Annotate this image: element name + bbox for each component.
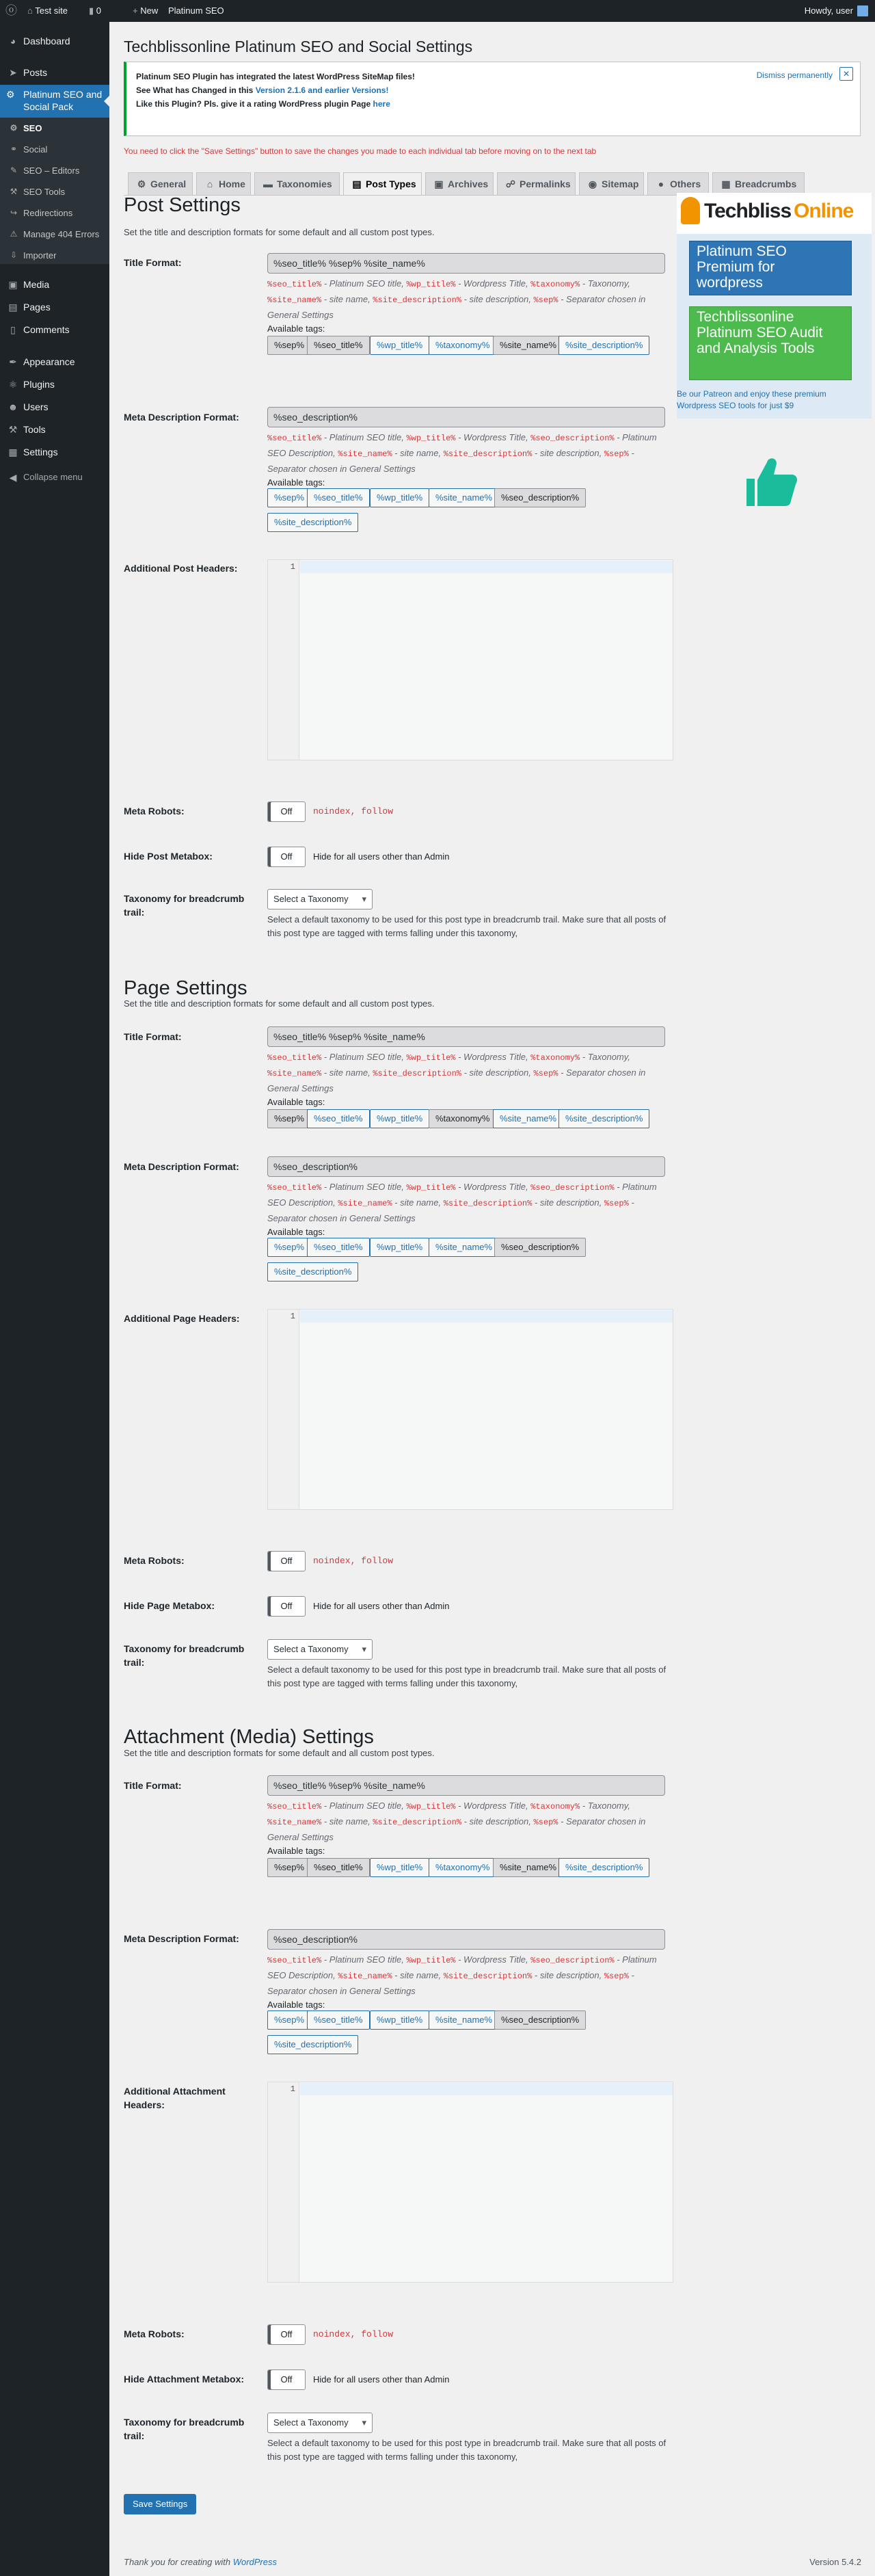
tag-description: - Separator chosen in General Settings (267, 1970, 634, 1996)
submenu-seo-editors[interactable]: ✎ SEO – Editors (0, 165, 109, 176)
attachment-headers-label: Additional Attachment Headers: (124, 2086, 226, 2110)
post-robots-value: noindex, follow (313, 806, 394, 816)
tag-code: %taxonomy% (530, 1802, 580, 1811)
attachment-title-label: Title Format: (124, 1780, 182, 1791)
page-metabox-note: Hide for all users other than Admin (313, 1601, 450, 1611)
save-warning: You need to click the "Save Settings" button to save the changes you made to each individual tab before moving on to the next tab (124, 146, 597, 156)
insert-tag-button[interactable]: %taxonomy% (429, 336, 496, 355)
post-meta-available-label: Available tags: (267, 477, 325, 488)
page-taxonomy-label: Taxonomy for breadcrumb trail: (124, 1643, 245, 1668)
tag-code: %site_description% (443, 1199, 533, 1208)
active-line (300, 2083, 673, 2095)
tag-code: %wp_title% (406, 434, 456, 443)
line-gutter (268, 560, 299, 760)
menu-pages[interactable]: ▤ Pages (0, 301, 109, 313)
plus-icon: + (133, 5, 138, 16)
tag-code: %site_name% (267, 295, 322, 305)
sitemap-notice (124, 62, 861, 136)
home-icon: ⌂ (27, 5, 33, 16)
tag-code: %sep% (533, 295, 558, 305)
collapse-menu[interactable]: ◀ Collapse menu (0, 471, 109, 483)
tag-code: %seo_title% (267, 280, 322, 289)
tag-description: - Separator chosen in General Settings (267, 1197, 634, 1223)
edit-icon: ✎ (10, 165, 18, 175)
platinum-seo-link[interactable]: Platinum SEO (168, 5, 224, 16)
insert-tag-button[interactable]: %seo_description% (494, 1238, 586, 1257)
attachment-taxonomy-label: Taxonomy for breadcrumb trail: (124, 2417, 245, 2441)
insert-tag-button[interactable]: %taxonomy% (429, 1109, 496, 1128)
insert-tag-button[interactable]: %site_name% (493, 1109, 563, 1128)
post-taxonomy-label: Taxonomy for breadcrumb trail: (124, 893, 245, 918)
post-metabox-label: Hide Post Metabox: (124, 851, 213, 862)
tag-description: - Platinum SEO Description, (267, 1954, 657, 1980)
insert-tag-button[interactable]: %site_name% (429, 1238, 499, 1257)
attachment-meta-available-label: Available tags: (267, 2000, 325, 2010)
notice-line-2: See What has Changed in this Version 2.1.6 and earlier Versions! (136, 85, 389, 95)
tag-description: - Separator chosen in General Settings (267, 294, 646, 320)
attachment-metabox-toggle[interactable]: Off (267, 2369, 306, 2390)
page-icon: ▤ (8, 302, 18, 313)
post-headers-label: Additional Post Headers: (124, 563, 238, 574)
page-metabox-label: Hide Page Metabox: (124, 1600, 215, 1611)
tag-description: - Taxonomy, (580, 278, 630, 289)
page-taxonomy-select[interactable]: Select a Taxonomy ▾ (267, 1639, 373, 1660)
wordpress-logo-icon[interactable]: ⓞ (5, 4, 17, 17)
tab-post-types[interactable]: ▤ Post Types (343, 172, 422, 196)
tag-description: - Platinum SEO title, (321, 1801, 407, 1811)
post-title-label: Title Format: (124, 257, 182, 268)
document-icon: ▤ (352, 178, 362, 189)
tag-code: %site_description% (373, 1069, 461, 1078)
comment-icon: ▯ (10, 324, 16, 335)
tag-description: - Separator chosen in General Settings (267, 1067, 646, 1093)
submenu-importer[interactable]: ⇩ Importer (0, 250, 109, 261)
tag-code: %wp_title% (406, 1183, 456, 1193)
wrench-icon: ⚒ (10, 187, 18, 196)
line-number: 1 (290, 1312, 295, 1321)
submenu-seo-tools[interactable]: ⚒ SEO Tools (0, 187, 109, 197)
tab-breadcrumbs[interactable]: ▦ Breadcrumbs (712, 172, 805, 196)
user-avatar[interactable] (857, 5, 868, 16)
submenu-social[interactable]: ⚭ Social (0, 144, 109, 155)
post-title-available-label: Available tags: (267, 323, 325, 334)
insert-tag-button[interactable]: %site_name% (493, 336, 563, 355)
menu-comments[interactable]: ▯ Comments (0, 323, 109, 336)
page-headers-label: Additional Page Headers: (124, 1313, 240, 1324)
tag-code: %seo_title% (267, 1956, 322, 1965)
post-meta-label: Meta Description Format: (124, 412, 239, 423)
tag-description: - site description, (461, 1816, 534, 1827)
tag-description: - Wordpress Title, (455, 278, 531, 289)
page-metabox-toggle[interactable]: Off (267, 1596, 306, 1617)
user-icon: ☻ (8, 401, 18, 412)
close-icon[interactable]: ✕ (839, 67, 853, 81)
tag-description: - site name, (321, 294, 373, 304)
link-icon: ☍ (505, 178, 516, 189)
insert-tag-button[interactable]: %sep% (267, 1858, 311, 1877)
logo-figure-icon (681, 197, 700, 224)
tag-code: %site_name% (338, 1971, 392, 1981)
comment-bubble-icon: ▮ (89, 5, 94, 16)
submenu (0, 118, 109, 264)
tag-description: - Platinum SEO title, (321, 432, 407, 442)
menu-tools[interactable]: ⚒ Tools (0, 423, 109, 436)
tab-permalinks[interactable]: ☍ Permalinks (497, 172, 576, 196)
rating-link[interactable]: here (373, 99, 390, 109)
menu-platinum-seo[interactable]: ⚙ Platinum SEO and Social Pack (0, 85, 109, 118)
active-arrow-icon (104, 96, 109, 107)
dashboard-icon: ◕ (10, 36, 16, 47)
thumbs-up-icon (737, 453, 798, 507)
insert-tag-button[interactable]: %seo_title% (307, 2010, 370, 2030)
tag-description: - Taxonomy, (580, 1052, 630, 1062)
post-title-help (267, 276, 665, 322)
page-robots-label: Meta Robots: (124, 1555, 185, 1566)
insert-tag-button[interactable]: %taxonomy% (429, 1858, 496, 1877)
tab-sitemap[interactable]: ◉ Sitemap (579, 172, 644, 196)
insert-tag-button[interactable]: %sep% (267, 336, 311, 355)
patreon-link[interactable]: Be our Patreon and enjoy these premium Wordpress SEO tools for just $9 (677, 389, 826, 410)
active-line (300, 561, 673, 573)
insert-tag-button[interactable]: %seo_title% (307, 1238, 370, 1257)
tab-home[interactable]: ⌂ Home (196, 172, 251, 196)
menu-plugins[interactable]: ⚛ Plugins (0, 378, 109, 390)
attachment-title-available-label: Available tags: (267, 1846, 325, 1856)
tag-code: %seo_description% (530, 434, 615, 443)
insert-tag-button[interactable]: %site_description% (558, 1858, 649, 1877)
insert-tag-button[interactable]: %seo_description% (494, 488, 586, 507)
archive-icon: ▣ (434, 178, 444, 189)
home-icon: ⌂ (206, 178, 213, 189)
tag-code: %site_name% (338, 449, 392, 459)
attachment-section-desc: Set the title and description formats for some default and all custom post types. (124, 1748, 435, 1758)
page-title-format-input[interactable]: %seo_title% %sep% %site_name% (267, 1026, 665, 1047)
tag-description: - Wordpress Title, (455, 1052, 531, 1062)
insert-tag-button[interactable]: %site_name% (429, 488, 499, 507)
tab-others[interactable]: ● Others (647, 172, 709, 196)
audit-tools-link[interactable]: Techblissonline Platinum SEO Audit and Analysis Tools (689, 306, 852, 380)
page-meta-available-label: Available tags: (267, 1227, 325, 1237)
tag-description: - site name, (392, 1970, 444, 1980)
page-title-available-label: Available tags: (267, 1097, 325, 1107)
page-headers-editor[interactable] (267, 1309, 673, 1510)
insert-tag-button[interactable]: %seo_title% (307, 336, 370, 355)
line-number: 1 (290, 562, 295, 572)
media-icon: ▣ (8, 279, 18, 290)
insert-tag-button[interactable]: %wp_title% (370, 2010, 429, 2030)
page-meta-format-input[interactable]: %seo_description% (267, 1156, 665, 1177)
insert-tag-button[interactable]: %wp_title% (370, 1109, 429, 1128)
collapse-arrow-icon: ◀ (9, 472, 17, 483)
pushpin-icon: ➤ (9, 67, 17, 78)
insert-tag-button[interactable]: %seo_title% (307, 488, 370, 507)
page-title-help (267, 1050, 665, 1096)
post-meta-format-input[interactable]: %seo_description% (267, 407, 665, 427)
tag-description: - Platinum SEO Description, (267, 432, 657, 458)
plug-icon: ⚛ (8, 379, 18, 390)
submenu-redirections[interactable]: ↪ Redirections (0, 208, 109, 218)
tag-code: %taxonomy% (530, 1053, 580, 1063)
tag-code: %wp_title% (406, 1956, 456, 1965)
page-title-label: Title Format: (124, 1031, 182, 1042)
post-headers-editor[interactable] (267, 559, 673, 760)
post-metabox-toggle[interactable]: Off (267, 847, 306, 867)
insert-tag-button[interactable]: %sep% (267, 1238, 311, 1257)
save-settings-button[interactable]: Save Settings (124, 2494, 196, 2514)
import-icon: ⇩ (10, 250, 18, 260)
share-icon: ⚭ (10, 144, 18, 154)
notice-line-3: Like this Plugin? Pls. give it a rating WordPress plugin Page here (136, 99, 390, 109)
tag-description: - site description, (532, 1970, 604, 1980)
tag-description: - Wordpress Title, (455, 1801, 531, 1811)
page-meta-label: Meta Description Format: (124, 1161, 239, 1172)
redirect-icon: ↪ (10, 208, 18, 217)
tag-description: - site description, (461, 294, 534, 304)
tag-code: %sep% (533, 1069, 558, 1078)
menu-media[interactable]: ▣ Media (0, 278, 109, 291)
tab-archives[interactable]: ▣ Archives (425, 172, 494, 196)
tools-icon: ⚒ (8, 424, 18, 435)
insert-tag-button[interactable]: %seo_description% (494, 2010, 586, 2030)
howdy-link[interactable]: Howdy, user (804, 5, 853, 16)
page-meta-help (267, 1180, 665, 1225)
submenu-seo[interactable]: ⚙ SEO (0, 123, 109, 133)
submenu-404-errors[interactable]: ⚠ Manage 404 Errors (0, 229, 109, 239)
globe-icon: ◉ (588, 178, 597, 189)
line-gutter (268, 2082, 299, 2282)
attachment-meta-help (267, 1952, 665, 1998)
insert-tag-button[interactable]: %sep% (267, 2010, 311, 2030)
tag-code: %site_description% (443, 1971, 533, 1981)
admin-bar (0, 0, 875, 22)
gear-icon: ⚙ (10, 123, 18, 133)
site-name-link[interactable]: ⌂ Test site (27, 5, 68, 16)
comments-link[interactable]: ▮ 0 (89, 5, 101, 16)
insert-tag-button[interactable]: %wp_title% (370, 336, 429, 355)
tag-code: %seo_description% (530, 1183, 615, 1193)
active-line (300, 1310, 673, 1323)
menu-posts[interactable]: ➤ Posts (0, 66, 109, 79)
content-area (109, 22, 875, 2576)
plugin-menu-icon: ⚙ (6, 89, 15, 100)
tag-code: %seo_description% (530, 1956, 615, 1965)
insert-tag-button[interactable]: %site_name% (493, 1858, 563, 1877)
tag-code: %wp_title% (406, 1802, 456, 1811)
tag-description: - Platinum SEO title, (321, 1182, 407, 1192)
promo-panel (677, 234, 872, 419)
insert-tag-button[interactable]: %site_name% (429, 2010, 499, 2030)
tag-description: - Platinum SEO title, (321, 1052, 407, 1062)
tag-code: %sep% (604, 1199, 629, 1208)
tag-description: - site description, (461, 1067, 534, 1078)
folder-icon: ▬ (263, 178, 273, 189)
insert-tag-button[interactable]: %site_description% (267, 2035, 358, 2054)
attachment-robots-toggle[interactable]: Off (267, 2324, 306, 2345)
tag-code: %site_description% (373, 1818, 461, 1827)
insert-tag-button[interactable]: %site_description% (267, 1262, 358, 1282)
tag-code: %seo_title% (267, 1802, 322, 1811)
line-number: 1 (290, 2084, 295, 2094)
tag-code: %sep% (604, 1971, 629, 1981)
tag-code: %site_description% (373, 295, 461, 305)
attachment-section-heading: Attachment (Media) Settings (124, 1726, 374, 1748)
tag-description: - site name, (321, 1816, 373, 1827)
attachment-headers-editor[interactable] (267, 2082, 673, 2283)
post-meta-help (267, 430, 665, 476)
page-robots-toggle[interactable]: Off (267, 1551, 306, 1571)
attachment-robots-value: noindex, follow (313, 2329, 394, 2339)
tag-code: %site_description% (443, 449, 533, 459)
attachment-robots-label: Meta Robots: (124, 2328, 185, 2339)
tag-description: - site name, (392, 1197, 444, 1208)
attachment-taxonomy-desc: Select a default taxonomy to be used for this post type in breadcrumb trail. Make sure that all posts of this post type are tagged with terms falling under this taxonomy, (267, 2438, 667, 2462)
attachment-meta-label: Meta Description Format: (124, 1933, 239, 1944)
tag-code: %sep% (533, 1818, 558, 1827)
new-content-link[interactable]: + New (133, 5, 159, 16)
tag-description: - site name, (392, 448, 444, 458)
tag-code: %site_name% (338, 1199, 392, 1208)
tag-code: %wp_title% (406, 280, 456, 289)
tag-description: - Wordpress Title, (455, 1954, 531, 1965)
grid-icon: ▦ (721, 178, 731, 189)
insert-tag-button[interactable]: %wp_title% (370, 1238, 429, 1257)
post-taxonomy-desc: Select a default taxonomy to be used for this post type in breadcrumb trail. Make sure that all posts of this post type are tagged with terms falling under this taxonomy, (267, 914, 667, 938)
tag-code: %seo_title% (267, 1183, 322, 1193)
insert-tag-button[interactable]: %wp_title% (370, 1858, 429, 1877)
post-title-format-input[interactable]: %seo_title% %sep% %site_name% (267, 253, 665, 274)
settings-icon: ▦ (8, 447, 18, 457)
menu-users[interactable]: ☻ Users (0, 401, 109, 413)
tag-code: %taxonomy% (530, 280, 580, 289)
tag-description: - Wordpress Title, (455, 432, 531, 442)
page-section-heading: Page Settings (124, 977, 247, 999)
tag-description: - Taxonomy, (580, 1801, 630, 1811)
location-icon: ● (658, 178, 664, 189)
footer-thanks: Thank you for creating with WordPress (124, 2557, 277, 2567)
insert-tag-button[interactable]: %site_description% (558, 336, 649, 355)
insert-tag-button[interactable]: %sep% (267, 488, 311, 507)
attachment-metabox-label: Hide Attachment Metabox: (124, 2374, 245, 2385)
insert-tag-button[interactable]: %seo_title% (307, 1858, 370, 1877)
tag-description: - site name, (321, 1067, 373, 1078)
tag-description: - Platinum SEO title, (321, 278, 407, 289)
tag-description: - Platinum SEO Description, (267, 1182, 657, 1208)
attachment-taxonomy-select[interactable]: Select a Taxonomy ▾ (267, 2413, 373, 2433)
attachment-meta-format-input[interactable]: %seo_description% (267, 1929, 665, 1950)
menu-dashboard[interactable]: ◕ Dashboard (0, 35, 109, 47)
tag-code: %seo_title% (267, 434, 322, 443)
post-robots-toggle[interactable]: Off (267, 801, 306, 822)
insert-tag-button[interactable]: %seo_title% (307, 1109, 370, 1128)
post-taxonomy-select[interactable]: Select a Taxonomy ▾ (267, 889, 373, 909)
tag-code: %site_name% (267, 1069, 322, 1078)
menu-appearance[interactable]: ✒ Appearance (0, 356, 109, 368)
tag-code: %sep% (604, 449, 629, 459)
notice-line-1: Platinum SEO Plugin has integrated the latest WordPress SiteMap files! (136, 72, 415, 81)
attachment-metabox-note: Hide for all users other than Admin (313, 2374, 450, 2385)
post-section-desc: Set the title and description formats for some default and all custom post types. (124, 227, 435, 237)
warning-icon: ⚠ (10, 229, 18, 239)
tag-code: %wp_title% (406, 1053, 456, 1063)
page-title: Techblissonline Platinum SEO and Social Settings (124, 38, 473, 55)
tag-code: %site_name% (267, 1818, 322, 1827)
insert-tag-button[interactable]: %sep% (267, 1109, 311, 1128)
wordpress-link[interactable]: WordPress (232, 2557, 277, 2567)
attachment-title-help (267, 1798, 665, 1844)
page-section-desc: Set the title and description formats for some default and all custom post types. (124, 998, 435, 1009)
tag-description: - Platinum SEO title, (321, 1954, 407, 1965)
tag-description: - Separator chosen in General Settings (267, 1816, 646, 1842)
menu-settings[interactable]: ▦ Settings (0, 446, 109, 458)
footer-version: Version 5.4.2 (809, 2557, 861, 2567)
techbliss-logo[interactable]: Techbliss Online (677, 193, 872, 234)
tag-description: - Separator chosen in General Settings (267, 448, 634, 474)
page-robots-value: noindex, follow (313, 1556, 394, 1566)
gear-icon: ⚙ (137, 178, 146, 189)
post-metabox-note: Hide for all users other than Admin (313, 851, 450, 862)
tag-description: - site description, (532, 448, 604, 458)
version-link[interactable]: Version 2.1.6 and earlier Versions! (255, 85, 389, 95)
post-robots-label: Meta Robots: (124, 806, 185, 816)
insert-tag-button[interactable]: %site_description% (558, 1109, 649, 1128)
tab-taxonomies[interactable]: ▬ Taxonomies (254, 172, 340, 196)
tab-general[interactable]: ⚙ General (128, 172, 193, 196)
attachment-title-format-input[interactable]: %seo_title% %sep% %site_name% (267, 1775, 665, 1796)
brush-icon: ✒ (9, 356, 17, 367)
post-section-heading: Post Settings (124, 194, 241, 216)
premium-link[interactable]: Platinum SEO Premium for wordpress (689, 241, 852, 295)
tag-description: - Wordpress Title, (455, 1182, 531, 1192)
tag-description: - site description, (532, 1197, 604, 1208)
line-gutter (268, 1310, 299, 1509)
admin-menu (0, 22, 109, 2576)
tag-code: %seo_title% (267, 1053, 322, 1063)
page-taxonomy-desc: Select a default taxonomy to be used for this post type in breadcrumb trail. Make sure that all posts of this post type are tagged with terms falling under this taxonomy, (267, 1664, 667, 1688)
insert-tag-button[interactable]: %site_description% (267, 513, 358, 532)
insert-tag-button[interactable]: %wp_title% (370, 488, 429, 507)
dismiss-link[interactable]: Dismiss permanently (756, 70, 833, 80)
